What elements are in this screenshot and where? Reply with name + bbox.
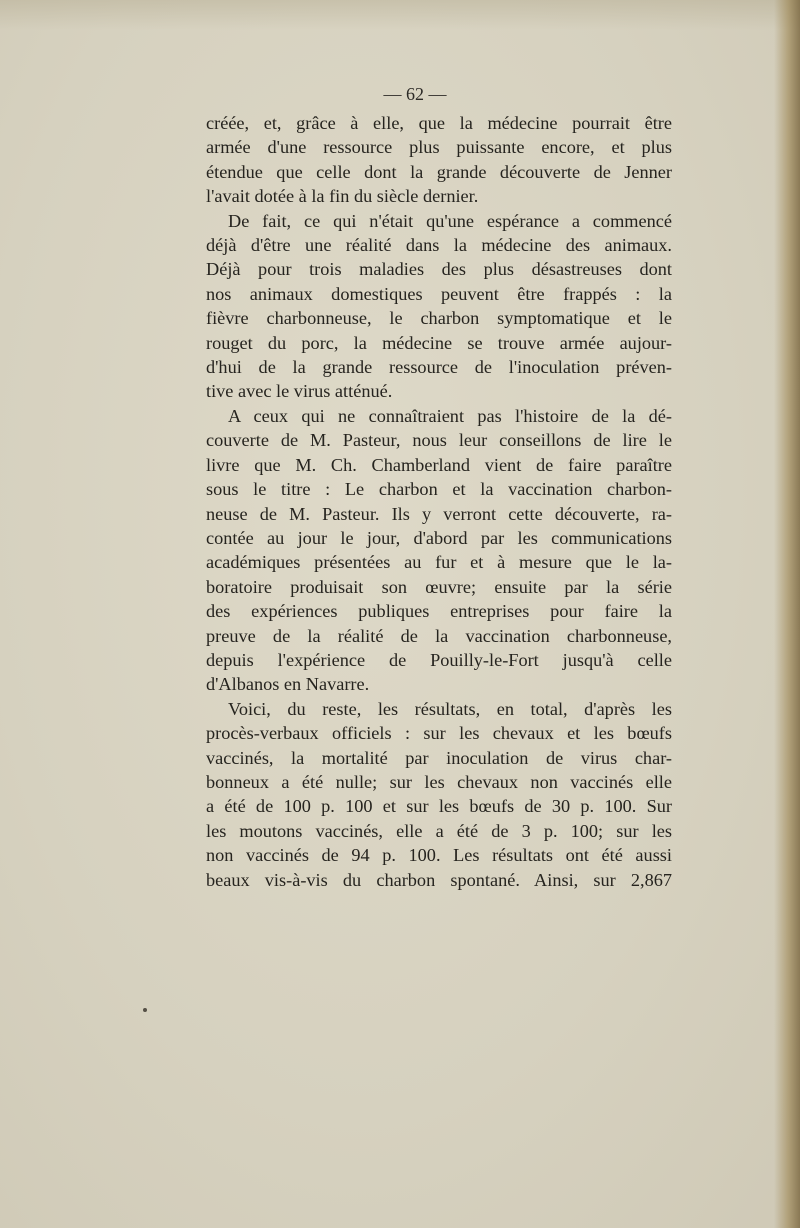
text-line: A ceux qui ne connaîtraient pas l'histoire de la dé-	[228, 405, 672, 426]
text-line: Voici, du reste, les résultats, en total, d'après les	[228, 698, 672, 719]
text-line: étendue que celle dont la grande découverte de Jenner	[206, 161, 672, 182]
text-line: l'avait dotée à la fin du siècle dernier.	[206, 186, 479, 207]
text-line: nos animaux domestiques peuvent être frappés : la	[206, 283, 672, 304]
text-line: neuse de M. Pasteur. Ils y verront cette découverte, ra-	[206, 503, 672, 524]
text-line: boratoire produisait son œuvre; ensuite par la série	[206, 576, 672, 597]
text-line: académiques présentées au fur et à mesure que le la-	[206, 552, 672, 573]
text-line: sous le titre : Le charbon et la vaccination charbon-	[206, 479, 672, 500]
text-line: Déjà pour trois maladies des plus désastreuses dont	[206, 259, 672, 280]
page-edge-shadow	[774, 0, 800, 1228]
text-line: procès-verbaux officiels : sur les chevaux et les bœufs	[206, 723, 672, 744]
text-line: livre que M. Ch. Chamberland vient de faire paraître	[206, 454, 672, 475]
text-line: De fait, ce qui n'était qu'une espérance a commencé	[228, 210, 672, 231]
text-line: preuve de la réalité de la vaccination charbonneuse,	[206, 625, 672, 646]
body-text	[206, 111, 672, 892]
page-top-shadow	[0, 0, 800, 30]
text-line: beaux vis-à-vis du charbon spontané. Ainsi, sur 2,867	[206, 869, 672, 890]
text-line: couverte de M. Pasteur, nous leur conseillons de lire le	[206, 430, 672, 451]
page-number: — 62 —	[383, 84, 447, 104]
text-line: a été de 100 p. 100 et sur les bœufs de 30 p. 100. Sur	[206, 796, 672, 817]
text-line: contée au jour le jour, d'abord par les communications	[206, 527, 672, 548]
text-line: depuis l'expérience de Pouilly-le-Fort jusqu'à celle	[206, 649, 672, 670]
ink-speck	[143, 1008, 147, 1012]
text-line: non vaccinés de 94 p. 100. Les résultats ont été aussi	[206, 845, 672, 866]
text-line: rouget du porc, la médecine se trouve armée aujour-	[206, 332, 672, 353]
text-line: fièvre charbonneuse, le charbon symptomatique et le	[206, 308, 672, 329]
text-line: tive avec le virus atténué.	[206, 381, 393, 402]
text-line: d'Albanos en Navarre.	[206, 674, 370, 695]
text-line: les moutons vaccinés, elle a été de 3 p. 100; sur les	[206, 820, 672, 841]
text-line: bonneux a été nulle; sur les chevaux non vaccinés elle	[206, 771, 672, 792]
text-line: vaccinés, la mortalité par inoculation de virus char-	[206, 747, 672, 768]
text-line: créée, et, grâce à elle, que la médecine pourrait être	[206, 113, 672, 133]
text-line: déjà d'être une réalité dans la médecine des animaux.	[206, 235, 672, 256]
text-line: armée d'une ressource plus puissante encore, et plus	[206, 137, 672, 158]
text-line: des expériences publiques entreprises pour faire la	[206, 601, 672, 622]
text-line: d'hui de la grande ressource de l'inoculation préven-	[206, 357, 672, 378]
